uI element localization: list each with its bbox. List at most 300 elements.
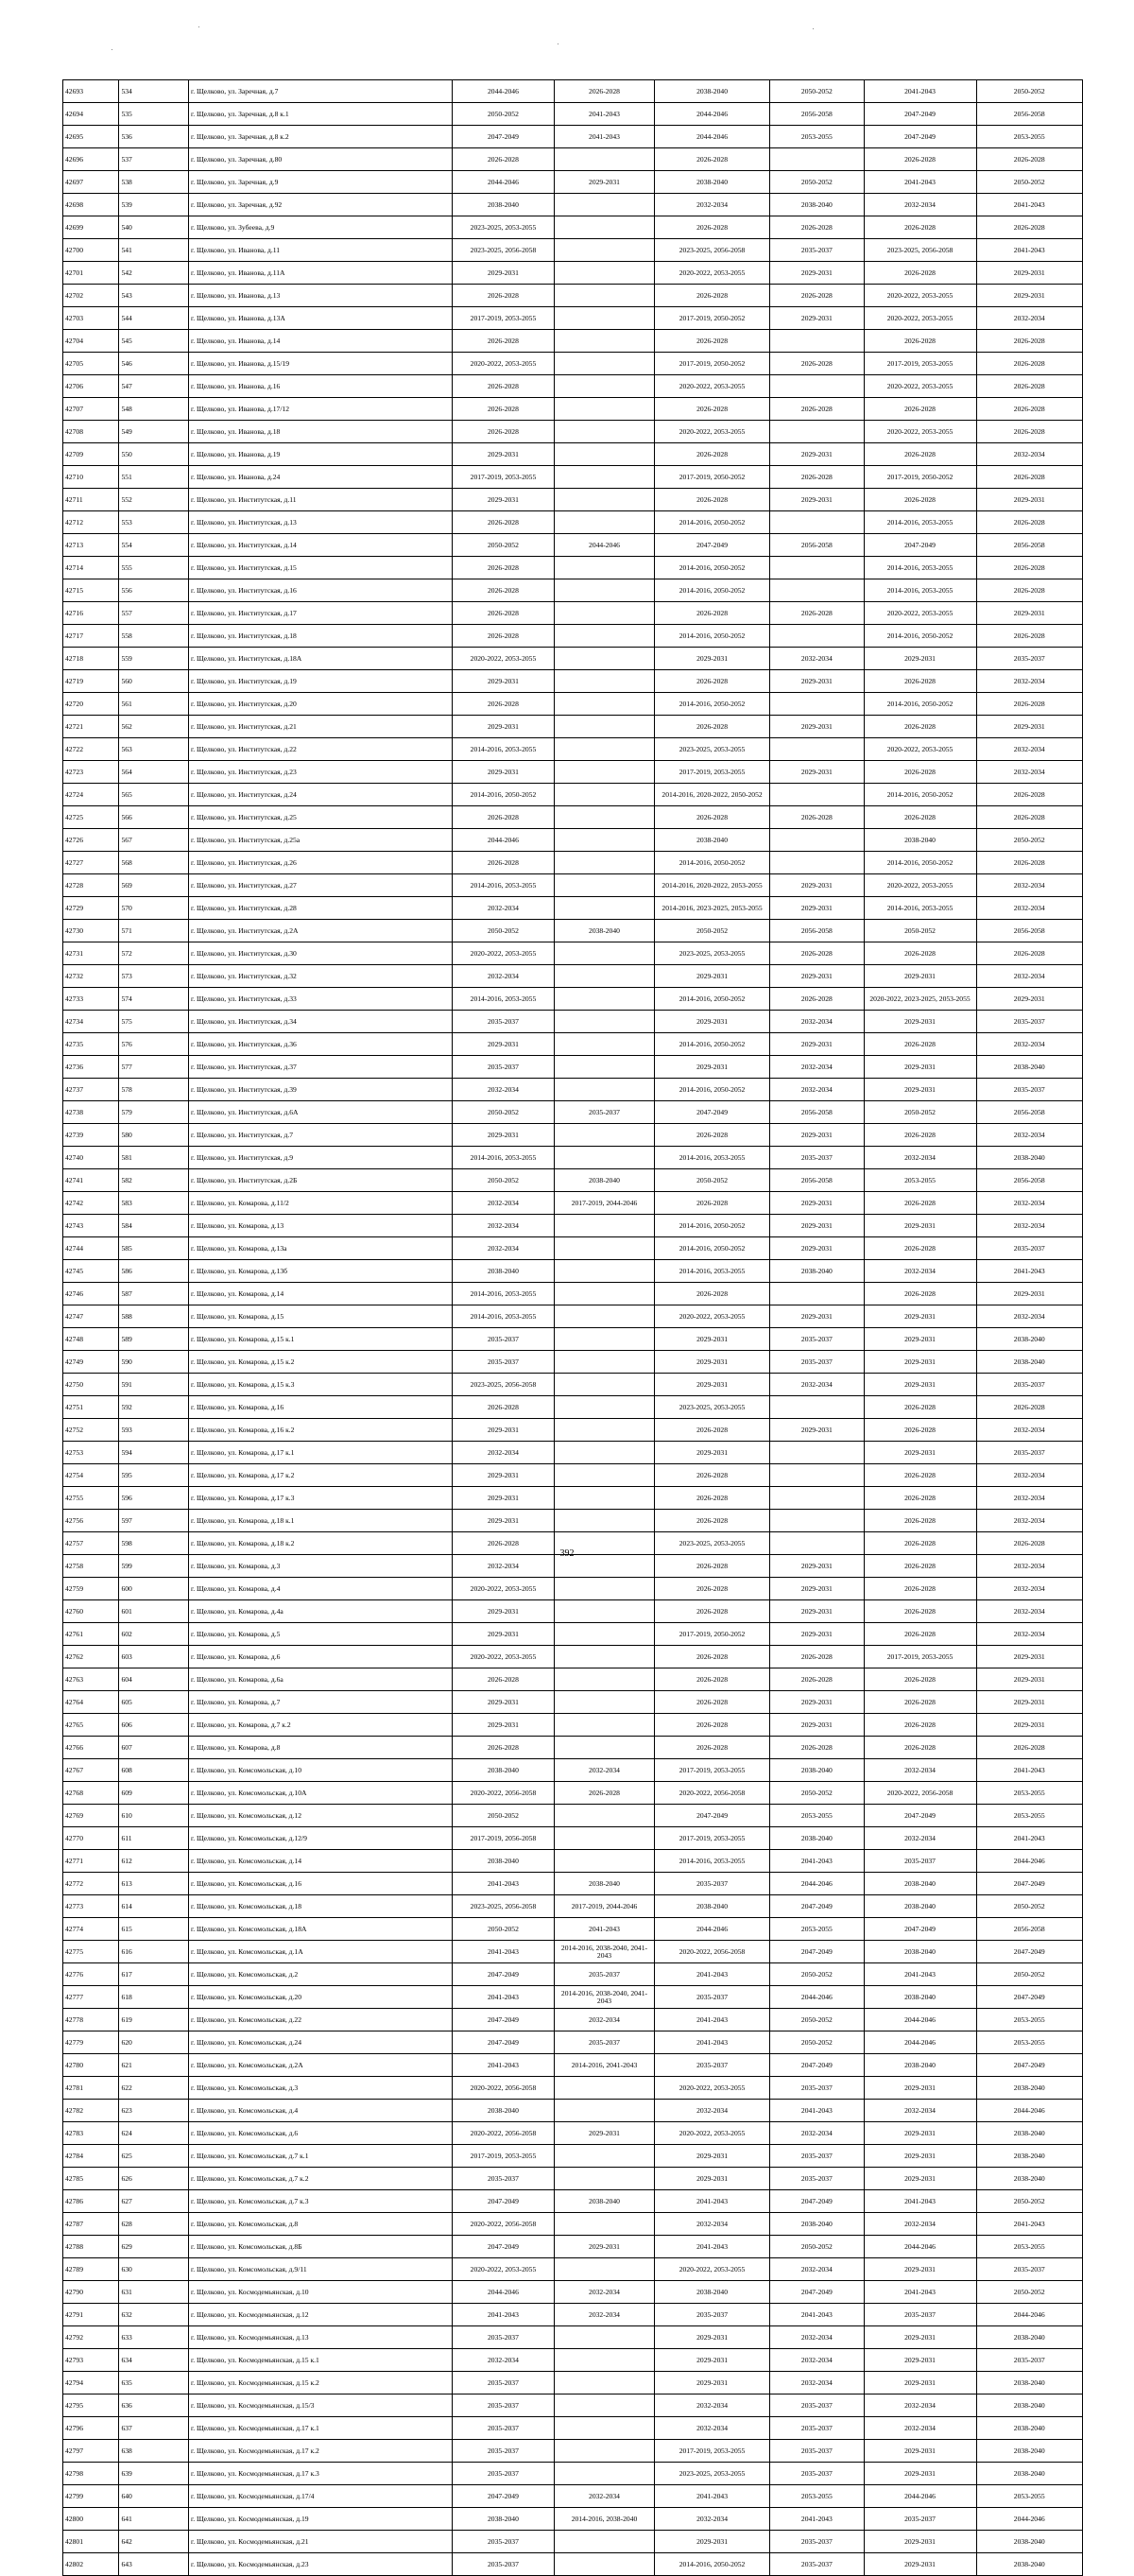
cell-period-3: 2047-2049	[654, 1805, 769, 1827]
cell-period-6: 2038-2040	[976, 2440, 1083, 2463]
cell-period-4: 2026-2028	[770, 1646, 864, 1668]
cell-period-3: 2014-2016, 2050-2052	[654, 2553, 769, 2576]
cell-period-5: 2020-2022, 2056-2058	[864, 1782, 976, 1805]
cell-address: г. Щелково, ул. Институтская, д.30	[188, 942, 452, 965]
cell-period-2: 2017-2019, 2044-2046	[555, 1895, 655, 1918]
cell-address: г. Щелково, ул. Космодемьянская, д.17/4	[188, 2485, 452, 2508]
table-row	[63, 239, 1083, 262]
cell-index: 567	[119, 829, 189, 852]
cell-period-6: 2026-2028	[976, 511, 1083, 534]
cell-period-5: 2029-2031	[864, 2258, 976, 2281]
cell-period-1: 2017-2019, 2053-2055	[452, 2145, 554, 2168]
cell-id: 42753	[63, 1442, 119, 1464]
cell-address: г. Щелково, ул. Комарова, д.16	[188, 1396, 452, 1419]
cell-period-5: 2032-2034	[864, 194, 976, 216]
cell-period-5: 2026-2028	[864, 1714, 976, 1737]
cell-period-3: 2029-2031	[654, 965, 769, 988]
cell-period-1: 2035-2037	[452, 2168, 554, 2190]
cell-period-2	[555, 1442, 655, 1464]
cell-period-5: 2041-2043	[864, 2190, 976, 2213]
cell-address: г. Щелково, ул. Комарова, д.17 к.2	[188, 1464, 452, 1487]
cell-period-6: 2038-2040	[976, 2553, 1083, 2576]
schedule-table	[62, 79, 1083, 2576]
cell-period-6: 2050-2052	[976, 1963, 1083, 1986]
cell-period-1: 2014-2016, 2053-2055	[452, 1147, 554, 1169]
cell-period-5: 2017-2019, 2053-2055	[864, 353, 976, 375]
cell-period-6: 2032-2034	[976, 1124, 1083, 1147]
cell-index: 628	[119, 2213, 189, 2236]
cell-id: 42704	[63, 330, 119, 353]
cell-id: 42761	[63, 1623, 119, 1646]
cell-id: 42750	[63, 1374, 119, 1396]
cell-period-5: 2014-2016, 2053-2055	[864, 579, 976, 602]
cell-address: г. Щелково, ул. Комарова, д.6а	[188, 1668, 452, 1691]
cell-id: 42699	[63, 216, 119, 239]
cell-address: г. Щелково, ул. Комарова, д.13	[188, 1215, 452, 1237]
cell-period-5: 2029-2031	[864, 1011, 976, 1033]
cell-period-5: 2026-2028	[864, 1555, 976, 1578]
cell-period-3: 2020-2022, 2056-2058	[654, 1782, 769, 1805]
cell-index: 576	[119, 1033, 189, 1056]
cell-period-5: 2014-2016, 2053-2055	[864, 897, 976, 920]
cell-address: г. Щелково, ул. Иванова, д.16	[188, 375, 452, 398]
cell-index: 615	[119, 1918, 189, 1941]
cell-index: 563	[119, 738, 189, 761]
cell-period-6: 2029-2031	[976, 262, 1083, 285]
cell-period-6: 2047-2049	[976, 1986, 1083, 2009]
cell-period-4	[770, 330, 864, 353]
cell-period-4: 2029-2031	[770, 262, 864, 285]
cell-period-6: 2026-2028	[976, 466, 1083, 489]
cell-period-1: 2035-2037	[452, 2553, 554, 2576]
cell-period-5: 2050-2052	[864, 920, 976, 942]
cell-period-3: 2029-2031	[654, 1328, 769, 1351]
table-row	[63, 1101, 1083, 1124]
cell-id: 42744	[63, 1237, 119, 1260]
cell-address: г. Щелково, ул. Космодемьянская, д.15 к.1	[188, 2349, 452, 2372]
cell-period-2	[555, 216, 655, 239]
cell-index: 641	[119, 2508, 189, 2531]
cell-address: г. Щелково, ул. Космодемьянская, д.15/3	[188, 2394, 452, 2417]
cell-id: 42765	[63, 1714, 119, 1737]
cell-period-5: 2047-2049	[864, 1805, 976, 1827]
cell-period-4: 2029-2031	[770, 716, 864, 738]
cell-period-5: 2026-2028	[864, 1396, 976, 1419]
cell-period-6: 2038-2040	[976, 2417, 1083, 2440]
cell-index: 601	[119, 1600, 189, 1623]
cell-period-6: 2032-2034	[976, 874, 1083, 897]
cell-period-5: 2014-2016, 2050-2052	[864, 693, 976, 716]
table-row	[63, 489, 1083, 511]
cell-period-5: 2047-2049	[864, 103, 976, 126]
cell-period-5: 2017-2019, 2050-2052	[864, 466, 976, 489]
cell-period-2	[555, 1827, 655, 1850]
cell-address: г. Щелково, ул. Институтская, д.19	[188, 670, 452, 693]
cell-period-1: 2020-2022, 2053-2055	[452, 648, 554, 670]
cell-period-4: 2029-2031	[770, 1578, 864, 1600]
cell-period-4: 2029-2031	[770, 1623, 864, 1646]
cell-period-2	[555, 1283, 655, 1305]
cell-period-2	[555, 148, 655, 171]
cell-period-6: 2044-2046	[976, 2304, 1083, 2326]
cell-id: 42752	[63, 1419, 119, 1442]
cell-id: 42770	[63, 1827, 119, 1850]
cell-period-2	[555, 1487, 655, 1510]
cell-index: 602	[119, 1623, 189, 1646]
cell-period-6: 2026-2028	[976, 1737, 1083, 1759]
cell-address: г. Щелково, ул. Институтская, д.33	[188, 988, 452, 1011]
cell-period-3: 2014-2016, 2050-2052	[654, 579, 769, 602]
cell-period-3: 2038-2040	[654, 80, 769, 103]
table-row	[63, 942, 1083, 965]
cell-id: 42745	[63, 1260, 119, 1283]
cell-id: 42751	[63, 1396, 119, 1419]
cell-index: 572	[119, 942, 189, 965]
cell-period-4: 2047-2049	[770, 2054, 864, 2077]
table-row	[63, 1510, 1083, 1532]
cell-index: 554	[119, 534, 189, 557]
cell-period-6: 2032-2034	[976, 897, 1083, 920]
cell-period-4: 2056-2058	[770, 1101, 864, 1124]
cell-id: 42727	[63, 852, 119, 874]
cell-period-2	[555, 670, 655, 693]
cell-period-4: 2029-2031	[770, 1192, 864, 1215]
cell-period-3: 2029-2031	[654, 1442, 769, 1464]
table-row	[63, 2304, 1083, 2326]
cell-period-2: 2032-2034	[555, 2304, 655, 2326]
cell-period-6: 2047-2049	[976, 1873, 1083, 1895]
cell-period-1: 2044-2046	[452, 80, 554, 103]
cell-period-2	[555, 557, 655, 579]
cell-period-3: 2026-2028	[654, 806, 769, 829]
cell-index: 625	[119, 2145, 189, 2168]
cell-id: 42701	[63, 262, 119, 285]
cell-period-6: 2047-2049	[976, 2054, 1083, 2077]
cell-period-3: 2014-2016, 2050-2052	[654, 557, 769, 579]
table-row	[63, 2258, 1083, 2281]
table-row	[63, 920, 1083, 942]
cell-index: 541	[119, 239, 189, 262]
cell-period-5: 2023-2025, 2056-2058	[864, 239, 976, 262]
page-number: 392	[559, 1548, 575, 1559]
cell-period-5: 2032-2034	[864, 2213, 976, 2236]
cell-period-1: 2044-2046	[452, 829, 554, 852]
cell-index: 562	[119, 716, 189, 738]
cell-id: 42802	[63, 2553, 119, 2576]
cell-index: 613	[119, 1873, 189, 1895]
cell-period-5: 2020-2022, 2053-2055	[864, 874, 976, 897]
cell-index: 597	[119, 1510, 189, 1532]
cell-period-2: 2026-2028	[555, 80, 655, 103]
cell-period-4	[770, 738, 864, 761]
table-row	[63, 1941, 1083, 1963]
cell-period-3: 2014-2016, 2020-2022, 2050-2052	[654, 784, 769, 806]
cell-period-3: 2026-2028	[654, 1192, 769, 1215]
cell-period-3: 2014-2016, 2050-2052	[654, 988, 769, 1011]
table-row	[63, 738, 1083, 761]
cell-period-6: 2026-2028	[976, 625, 1083, 648]
cell-id: 42706	[63, 375, 119, 398]
cell-period-3: 2026-2028	[654, 216, 769, 239]
cell-period-5: 2026-2028	[864, 148, 976, 171]
cell-index: 546	[119, 353, 189, 375]
cell-period-2	[555, 579, 655, 602]
cell-period-3: 2017-2019, 2053-2055	[654, 761, 769, 784]
cell-period-4: 2032-2034	[770, 2258, 864, 2281]
cell-period-4	[770, 1487, 864, 1510]
table-row	[63, 443, 1083, 466]
table-row	[63, 1192, 1083, 1215]
cell-period-3: 2026-2028	[654, 1124, 769, 1147]
cell-period-5: 2026-2028	[864, 1124, 976, 1147]
cell-period-2	[555, 1419, 655, 1442]
cell-period-3: 2014-2016, 2050-2052	[654, 1033, 769, 1056]
cell-period-5: 2032-2034	[864, 1759, 976, 1782]
cell-period-4: 2035-2037	[770, 239, 864, 262]
cell-address: г. Щелково, ул. Иванова, д.17/12	[188, 398, 452, 421]
cell-period-3: 2032-2034	[654, 194, 769, 216]
cell-id: 42719	[63, 670, 119, 693]
cell-index: 575	[119, 1011, 189, 1033]
cell-index: 559	[119, 648, 189, 670]
cell-period-4	[770, 1283, 864, 1305]
cell-period-5: 2050-2052	[864, 1101, 976, 1124]
cell-period-3: 2044-2046	[654, 126, 769, 148]
cell-index: 627	[119, 2190, 189, 2213]
cell-index: 565	[119, 784, 189, 806]
cell-address: г. Щелково, ул. Комарова, д.18 к.2	[188, 1532, 452, 1555]
cell-period-5: 2029-2031	[864, 2145, 976, 2168]
cell-period-5: 2044-2046	[864, 2031, 976, 2054]
table-row	[63, 1986, 1083, 2009]
cell-period-3: 2026-2028	[654, 1646, 769, 1668]
cell-id: 42787	[63, 2213, 119, 2236]
cell-period-1: 2026-2028	[452, 579, 554, 602]
cell-address: г. Щелково, ул. Институтская, д.13	[188, 511, 452, 534]
cell-address: г. Щелково, ул. Комсомольская, д.8Б	[188, 2236, 452, 2258]
cell-address: г. Щелково, ул. Институтская, д.15	[188, 557, 452, 579]
cell-period-6: 2041-2043	[976, 1827, 1083, 1850]
cell-period-1: 2038-2040	[452, 1260, 554, 1283]
cell-id: 42754	[63, 1464, 119, 1487]
cell-period-4: 2056-2058	[770, 1169, 864, 1192]
cell-index: 537	[119, 148, 189, 171]
cell-period-6: 2029-2031	[976, 1714, 1083, 1737]
cell-id: 42767	[63, 1759, 119, 1782]
table-row	[63, 1918, 1083, 1941]
cell-period-4: 2053-2055	[770, 2485, 864, 2508]
cell-period-6: 2032-2034	[976, 1578, 1083, 1600]
table-row	[63, 1237, 1083, 1260]
cell-period-6: 2029-2031	[976, 1283, 1083, 1305]
table-row	[63, 965, 1083, 988]
table-row	[63, 2213, 1083, 2236]
cell-index: 577	[119, 1056, 189, 1079]
cell-id: 42735	[63, 1033, 119, 1056]
cell-index: 584	[119, 1215, 189, 1237]
cell-period-4: 2035-2037	[770, 1351, 864, 1374]
cell-index: 552	[119, 489, 189, 511]
cell-period-4: 2029-2031	[770, 670, 864, 693]
table-row	[63, 1147, 1083, 1169]
cell-period-3: 2026-2028	[654, 489, 769, 511]
cell-period-1: 2023-2025, 2056-2058	[452, 1895, 554, 1918]
cell-period-3: 2029-2031	[654, 2349, 769, 2372]
cell-address: г. Щелково, ул. Институтская, д.25	[188, 806, 452, 829]
cell-period-3: 2017-2019, 2050-2052	[654, 307, 769, 330]
cell-period-1: 2047-2049	[452, 2031, 554, 2054]
cell-period-2	[555, 988, 655, 1011]
cell-period-4: 2050-2052	[770, 2031, 864, 2054]
cell-period-6: 2041-2043	[976, 1260, 1083, 1283]
cell-period-4: 2035-2037	[770, 1147, 864, 1169]
cell-period-3: 2026-2028	[654, 1487, 769, 1510]
cell-period-6: 2038-2040	[976, 2394, 1083, 2417]
cell-period-6: 2032-2034	[976, 1510, 1083, 1532]
cell-period-5: 2047-2049	[864, 534, 976, 557]
table-row	[63, 648, 1083, 670]
cell-period-6: 2038-2040	[976, 2145, 1083, 2168]
cell-id: 42716	[63, 602, 119, 625]
cell-period-6: 2029-2031	[976, 1691, 1083, 1714]
cell-period-1: 2026-2028	[452, 1668, 554, 1691]
cell-index: 557	[119, 602, 189, 625]
cell-id: 42781	[63, 2077, 119, 2100]
cell-period-3: 2026-2028	[654, 1510, 769, 1532]
cell-period-2: 2032-2034	[555, 2485, 655, 2508]
cell-period-6: 2032-2034	[976, 761, 1083, 784]
table-row	[63, 2190, 1083, 2213]
cell-period-5: 2029-2031	[864, 2077, 976, 2100]
cell-period-2: 2014-2016, 2038-2040	[555, 2508, 655, 2531]
cell-period-4: 2029-2031	[770, 1419, 864, 1442]
cell-period-5: 2014-2016, 2053-2055	[864, 511, 976, 534]
table-row	[63, 1850, 1083, 1873]
table-row	[63, 1328, 1083, 1351]
cell-period-6: 2035-2037	[976, 2258, 1083, 2281]
cell-period-2	[555, 1623, 655, 1646]
cell-period-6: 2050-2052	[976, 829, 1083, 852]
cell-period-3: 2035-2037	[654, 1986, 769, 2009]
cell-period-6: 2026-2028	[976, 557, 1083, 579]
cell-address: г. Щелково, ул. Институтская, д.28	[188, 897, 452, 920]
table-row	[63, 1737, 1083, 1759]
cell-address: г. Щелково, ул. Иванова, д.15/19	[188, 353, 452, 375]
cell-period-1: 2020-2022, 2056-2058	[452, 2077, 554, 2100]
cell-index: 536	[119, 126, 189, 148]
cell-period-6: 2056-2058	[976, 920, 1083, 942]
cell-index: 538	[119, 171, 189, 194]
cell-index: 583	[119, 1192, 189, 1215]
cell-index: 598	[119, 1532, 189, 1555]
cell-index: 604	[119, 1668, 189, 1691]
table-row	[63, 194, 1083, 216]
cell-period-1: 2026-2028	[452, 398, 554, 421]
cell-period-3: 2026-2028	[654, 716, 769, 738]
cell-period-3: 2023-2025, 2053-2055	[654, 1396, 769, 1419]
cell-period-1: 2020-2022, 2053-2055	[452, 942, 554, 965]
cell-period-1: 2029-2031	[452, 1487, 554, 1510]
cell-period-1: 2023-2025, 2056-2058	[452, 1374, 554, 1396]
cell-index: 638	[119, 2440, 189, 2463]
cell-period-2	[555, 1850, 655, 1873]
cell-period-4: 2026-2028	[770, 942, 864, 965]
cell-period-3: 2041-2043	[654, 2190, 769, 2213]
cell-period-1: 2026-2028	[452, 421, 554, 443]
cell-period-1: 2026-2028	[452, 693, 554, 716]
table-row	[63, 897, 1083, 920]
table-row	[63, 1124, 1083, 1147]
cell-period-1: 2047-2049	[452, 126, 554, 148]
cell-id: 42791	[63, 2304, 119, 2326]
cell-period-5: 2026-2028	[864, 1578, 976, 1600]
cell-address: г. Щелково, ул. Институтская, д.20	[188, 693, 452, 716]
table-row	[63, 1782, 1083, 1805]
cell-period-3: 2014-2016, 2050-2052	[654, 1215, 769, 1237]
cell-period-6: 2032-2034	[976, 443, 1083, 466]
cell-period-3: 2032-2034	[654, 2213, 769, 2236]
cell-period-6: 2056-2058	[976, 1101, 1083, 1124]
cell-address: г. Щелково, ул. Институтская, д.18	[188, 625, 452, 648]
cell-period-2: 2038-2040	[555, 1169, 655, 1192]
cell-period-5: 2041-2043	[864, 2281, 976, 2304]
cell-period-5: 2053-2055	[864, 1169, 976, 1192]
cell-period-5: 2038-2040	[864, 1941, 976, 1963]
cell-period-2	[555, 1646, 655, 1668]
cell-period-3: 2017-2019, 2050-2052	[654, 466, 769, 489]
table-row	[63, 171, 1083, 194]
cell-index: 589	[119, 1328, 189, 1351]
cell-id: 42707	[63, 398, 119, 421]
cell-period-3: 2029-2031	[654, 648, 769, 670]
cell-period-4: 2035-2037	[770, 2463, 864, 2485]
table-row	[63, 421, 1083, 443]
cell-period-5: 2029-2031	[864, 2440, 976, 2463]
cell-index: 540	[119, 216, 189, 239]
cell-index: 580	[119, 1124, 189, 1147]
cell-period-4	[770, 829, 864, 852]
cell-id: 42786	[63, 2190, 119, 2213]
cell-address: г. Щелково, ул. Комсомольская, д.16	[188, 1873, 452, 1895]
cell-id: 42705	[63, 353, 119, 375]
cell-period-3: 2014-2016, 2020-2022, 2053-2055	[654, 874, 769, 897]
cell-period-2	[555, 602, 655, 625]
cell-period-2	[555, 489, 655, 511]
cell-period-1: 2026-2028	[452, 148, 554, 171]
table-row	[63, 103, 1083, 126]
cell-address: г. Щелково, ул. Комарова, д.18 к.1	[188, 1510, 452, 1532]
cell-period-4: 2035-2037	[770, 2440, 864, 2463]
table-row	[63, 988, 1083, 1011]
cell-period-1: 2014-2016, 2053-2055	[452, 874, 554, 897]
cell-period-5: 2041-2043	[864, 1963, 976, 1986]
cell-period-3: 2032-2034	[654, 2100, 769, 2122]
cell-id: 42789	[63, 2258, 119, 2281]
cell-id: 42740	[63, 1147, 119, 1169]
table-row	[63, 2553, 1083, 2576]
cell-period-2	[555, 784, 655, 806]
table-row	[63, 285, 1083, 307]
cell-period-1: 2017-2019, 2056-2058	[452, 1827, 554, 1850]
cell-period-3: 2023-2025, 2053-2055	[654, 1532, 769, 1555]
cell-index: 545	[119, 330, 189, 353]
cell-period-3: 2029-2031	[654, 1011, 769, 1033]
cell-period-3: 2026-2028	[654, 1737, 769, 1759]
cell-index: 617	[119, 1963, 189, 1986]
cell-id: 42757	[63, 1532, 119, 1555]
cell-id: 42743	[63, 1215, 119, 1237]
cell-id: 42722	[63, 738, 119, 761]
